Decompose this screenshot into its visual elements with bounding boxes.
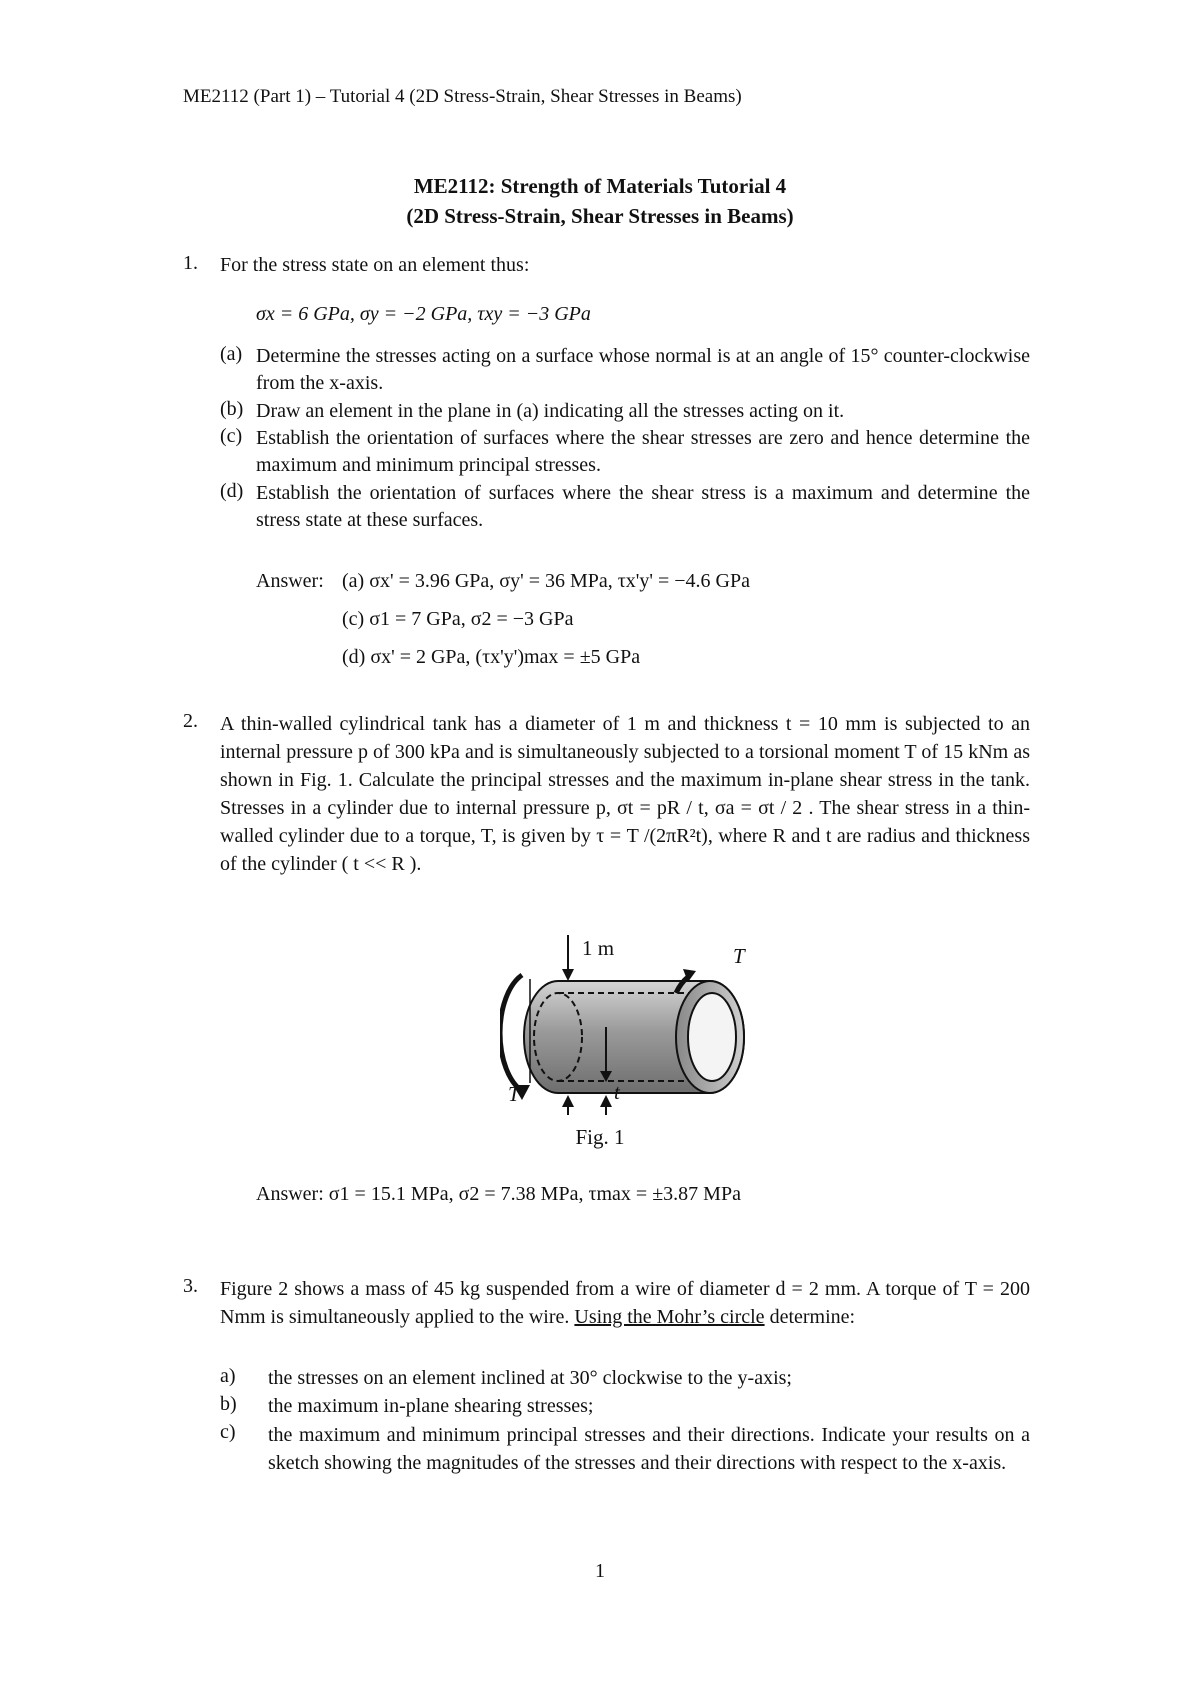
q1d-text: Establish the orientation of surfaces where the shear stress is a maximum and determine the stress state at these surfaces. [256,482,1030,531]
q3-text-post: determine: [764,1306,856,1328]
q2-text: A thin-walled cylindrical tank has a diameter of 1 m and thickness t = 10 mm is subjected to an internal pressure p of 300 kPa and is simultaneously subjected to a torsional moment T of 15 kNm as shown in Fig. 1. Calculate the principal stresses and the maximum in-plane shear stress in the tank. Stresses in a cylinder due to internal pressure p, σt = pR / t, σa = σt / 2 . The shear stress in a thin-walled cylinder due to a torque, T, is given by τ = T /(2πR²t), where R and t are radius and thickness of the cylinder ( t << R ). [220,713,1030,875]
document-title: ME2112: Strength of Materials Tutorial 4 [413,174,787,198]
q3c-text: the maximum and minimum principal stresses and their directions. Indicate your results on a sketch showing the magnitudes of the stresses and their directions with respect to the x-axis. [268,1424,1030,1474]
running-header: ME2112 (Part 1) – Tutorial 4 (2D Stress-Strain, Shear Stresses in Beams) [183,86,742,107]
q3-number: 3. [183,1275,198,1297]
fig1-label-torque-right: T [733,944,745,968]
q1a-label: (a) [220,343,243,365]
q1b-label: (b) [220,398,244,420]
q3-mohr-link: Using the Mohr’s circle [574,1306,765,1328]
q3a-text: the stresses on an element inclined at 30° clockwise to the y-axis; [268,1367,792,1389]
fig1-label-torque-left: T [508,1082,520,1106]
q1c-label: (c) [220,425,243,447]
q3b-label: b) [220,1393,237,1415]
q1a-text: Determine the stresses acting on a surface whose normal is at an angle of 15° counter-clockwise from the x-axis. [256,345,1030,394]
q1-answer-c: (c) σ1 = 7 GPa, σ2 = −3 GPa [342,608,574,630]
q1c-text: Establish the orientation of surfaces where the shear stresses are zero and hence determine the maximum and minimum principal stresses. [256,427,1030,476]
page-number: 1 [595,1560,605,1582]
q3a-label: a) [220,1365,236,1387]
q1b-text: Draw an element in the plane in (a) indicating all the stresses acting on it. [256,400,845,422]
q3-text [220,1275,1030,1331]
q1d-label: (d) [220,480,244,502]
q1-given-stresses: σx = 6 GPa, σy = −2 GPa, τxy = −3 GPa [256,303,591,325]
q1-answer-label: Answer: [256,570,324,592]
q3b-text: the maximum in-plane shearing stresses; [268,1395,594,1417]
fig1-caption: Fig. 1 [575,1125,625,1149]
q1-answer-a: (a) σx' = 3.96 GPa, σy' = 36 MPa, τx'y' = −4.6 GPa [342,570,750,592]
q1-number: 1. [183,252,198,274]
q2-number: 2. [183,710,198,732]
fig1-cylinder-diagram [500,935,800,1115]
q3-text-pre: Figure 2 shows a mass of 45 kg suspended from a wire of diameter d = 2 mm. A torque of T = 200 Nmm is simultaneously applied to the wire. [220,1278,1030,1328]
fig1-label-thickness: t [614,1080,620,1104]
q2-answer: Answer: σ1 = 15.1 MPa, σ2 = 7.38 MPa, τmax = ±3.87 MPa [256,1183,741,1205]
document-subtitle: (2D Stress-Strain, Shear Stresses in Beams) [406,204,794,228]
q1-answer-d: (d) σx' = 2 GPa, (τx'y')max = ±5 GPa [342,646,641,668]
q1-intro: For the stress state on an element thus: [220,254,530,276]
q3c-label: c) [220,1421,236,1443]
fig1-label-diameter: 1 m [582,936,615,960]
